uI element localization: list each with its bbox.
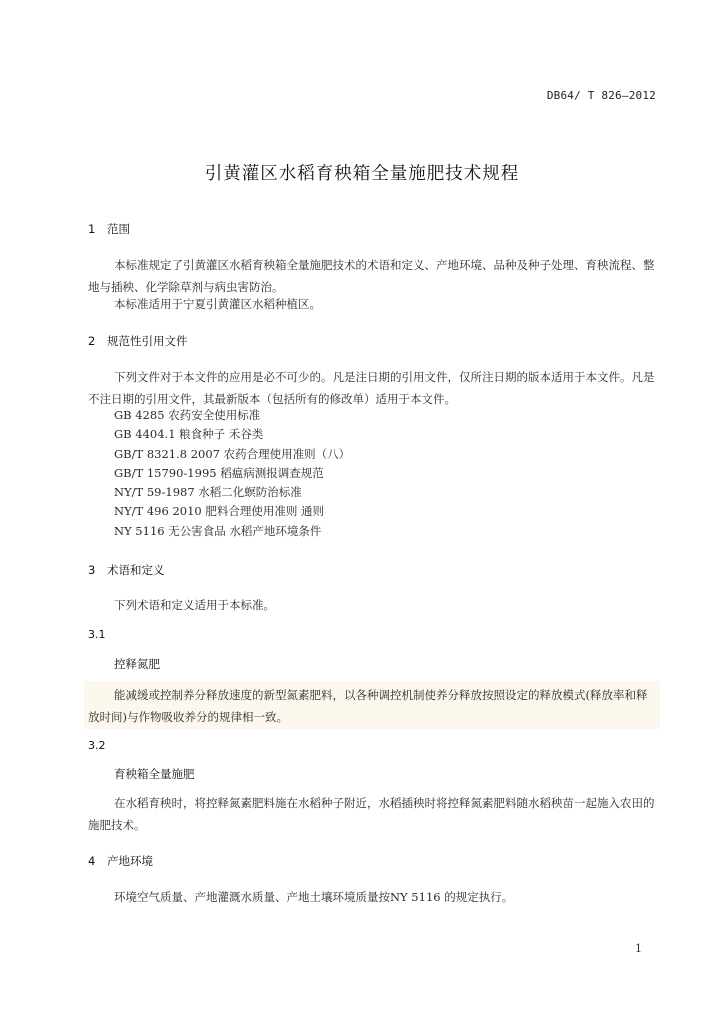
section-3-heading [88,562,165,578]
section-2-heading [88,333,188,349]
term-3-2-number: 3.2 [88,739,106,752]
section-title: 产地环境 [107,854,153,868]
standard-code: DB64/ T 826—2012 [546,89,656,102]
section-title: 术语和定义 [107,563,165,577]
section-2-intro-paragraph [88,366,658,410]
paragraph-text: 本标准适用于宁夏引黄灌区水稻种植区。 [114,297,321,311]
reference-item: GB/T 8321.8 2007 农药合理使用准则（八） [114,446,351,461]
section-1-scope-paragraph [88,254,658,298]
paragraph-text: 环境空气质量、产地灌溉水质量、产地土壤环境质量按NY 5116 的规定执行。 [114,890,514,904]
paragraph-text: 本标准规定了引黄灌区水稻育秧箱全量施肥技术的术语和定义、产地环境、品种及种子处理、育秧流程、整地与插秧、化学除草剂与病虫害防治。 [88,258,655,294]
normative-references-list [114,406,350,541]
section-4-paragraph [88,886,658,908]
reference-item: NY/T 496 2010 肥料合理使用准则 通则 [114,504,325,519]
paragraph-text: 在水稻育秧时，将控释氮素肥料施在水稻种子附近，水稻插秧时将控释氮素肥料随水稻秧苗一起施入农田的施肥技术。 [88,796,655,832]
section-number: 1 [88,222,96,236]
reference-item: GB/T 15790-1995 稻瘟病测报调查规范 [114,465,324,480]
section-number: 3 [88,563,96,577]
section-title: 范围 [107,222,130,236]
paragraph-text: 能减缓或控制养分释放速度的新型氮素肥料，以各种调控机制使养分释放按照设定的释放模式(释放率和释放时间)与作物吸收养分的规律相一致。 [88,688,648,724]
term-3-2-definition [88,792,658,836]
section-1-heading [88,221,130,237]
reference-item: GB 4285 农药安全使用标准 [114,408,261,422]
page-number: 1 [635,942,642,955]
section-number: 4 [88,854,96,868]
section-1-applicability-paragraph [88,293,658,315]
section-title: 规范性引用文件 [107,334,188,348]
section-number: 2 [88,334,96,348]
paragraph-text: 下列术语和定义适用于本标准。 [114,598,275,612]
document-title: 引黄灌区水稻育秧箱全量施肥技术规程 [204,164,520,184]
term-3-1-name: 控释氮肥 [114,657,160,671]
term-3-1-definition [88,684,658,728]
section-4-heading [88,853,153,869]
paragraph-text: 下列文件对于本文件的应用是必不可少的。凡是注日期的引用文件，仅所注日期的版本适用于本文件。凡是不注日期的引用文件，其最新版本（包括所有的修改单）适用于本文件。 [88,370,655,406]
reference-item: NY/T 59-1987 水稻二化螟防治标准 [114,485,302,500]
term-3-2-name: 育秧箱全量施肥 [114,767,195,781]
term-3-1-number: 3.1 [88,628,106,641]
reference-item: GB 4404.1 粮食种子 禾谷类 [114,427,264,442]
section-3-intro-paragraph [88,594,658,616]
reference-item: NY 5116 无公害食品 水稻产地环境条件 [114,523,322,538]
